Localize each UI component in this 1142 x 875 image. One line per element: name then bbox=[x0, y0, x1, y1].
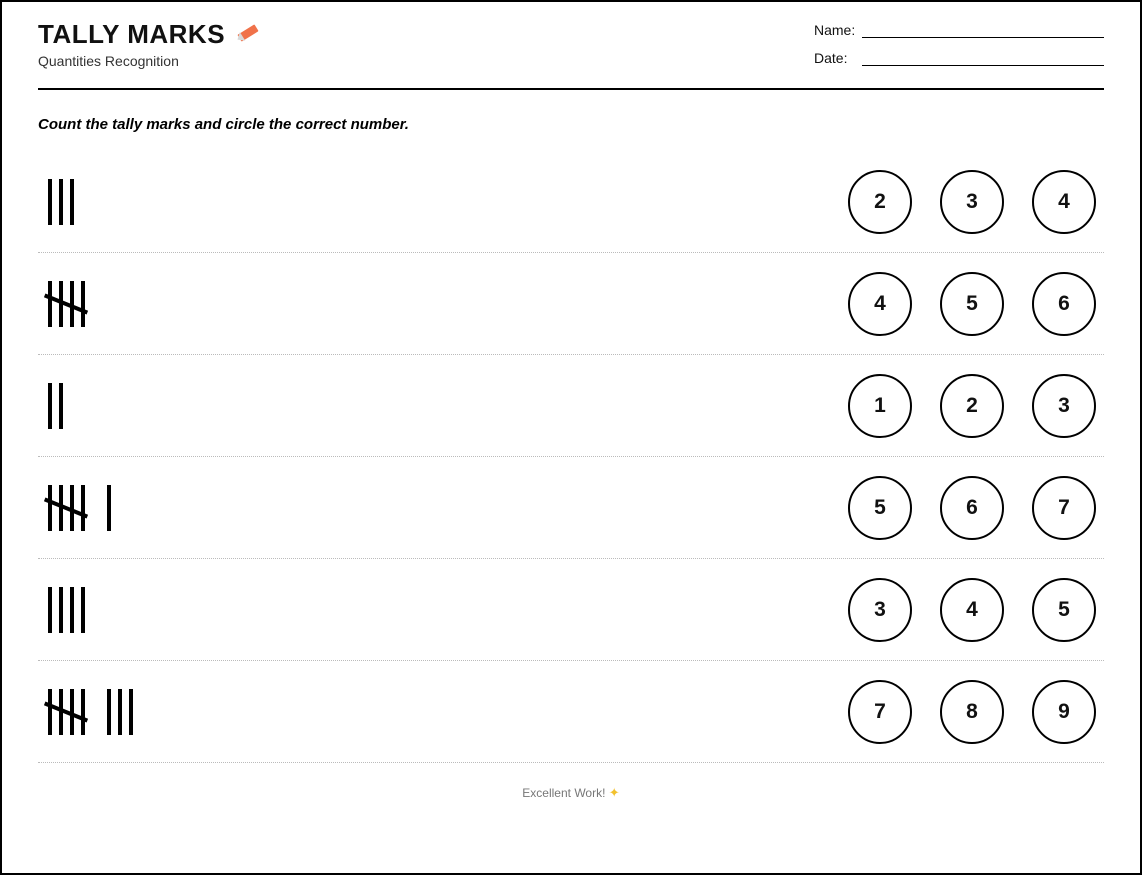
tally-stick bbox=[48, 485, 52, 531]
tally-marks bbox=[38, 253, 85, 354]
tally-stick bbox=[81, 485, 85, 531]
tally-stick bbox=[107, 485, 111, 531]
question-list bbox=[38, 151, 1104, 763]
tally-stick bbox=[48, 281, 52, 327]
tally-marks bbox=[38, 457, 111, 558]
question-row bbox=[38, 457, 1104, 559]
answer-option[interactable]: 4 bbox=[940, 578, 1004, 642]
tally-marks bbox=[38, 355, 63, 456]
tally-stick bbox=[59, 383, 63, 429]
answer-options bbox=[848, 272, 1104, 336]
answer-option[interactable]: 5 bbox=[1032, 578, 1096, 642]
tally-stick bbox=[59, 179, 63, 225]
answer-option[interactable]: 6 bbox=[1032, 272, 1096, 336]
answer-options bbox=[848, 170, 1104, 234]
title-row bbox=[38, 20, 261, 49]
answer-option[interactable]: 3 bbox=[940, 170, 1004, 234]
tally-group bbox=[48, 179, 74, 225]
answer-options bbox=[848, 374, 1104, 438]
question-row bbox=[38, 559, 1104, 661]
answer-option[interactable]: 5 bbox=[940, 272, 1004, 336]
tally-stick bbox=[81, 587, 85, 633]
tally-group bbox=[48, 281, 85, 327]
answer-options bbox=[848, 476, 1104, 540]
question-row bbox=[38, 661, 1104, 763]
answer-option[interactable]: 2 bbox=[940, 374, 1004, 438]
instruction-text: Count the tally marks and circle the correct number. bbox=[38, 116, 409, 133]
page-subtitle: Quantities Recognition bbox=[38, 52, 179, 69]
answer-option[interactable]: 6 bbox=[940, 476, 1004, 540]
tally-group bbox=[48, 587, 85, 633]
tally-stick bbox=[48, 179, 52, 225]
tally-stick bbox=[107, 689, 111, 735]
question-row bbox=[38, 253, 1104, 355]
answer-option[interactable]: 3 bbox=[848, 578, 912, 642]
pencil-icon bbox=[235, 26, 261, 42]
tally-marks bbox=[38, 559, 85, 660]
answer-option[interactable]: 7 bbox=[848, 680, 912, 744]
name-label: Name: bbox=[814, 22, 856, 38]
answer-option[interactable]: 9 bbox=[1032, 680, 1096, 744]
tally-marks bbox=[38, 151, 74, 252]
tally-group bbox=[48, 485, 85, 531]
answer-option[interactable]: 7 bbox=[1032, 476, 1096, 540]
tally-stick bbox=[48, 587, 52, 633]
name-field-row bbox=[814, 22, 1104, 38]
tally-stick bbox=[48, 689, 52, 735]
tally-stick bbox=[70, 179, 74, 225]
footer-text: Excellent Work! bbox=[522, 786, 606, 800]
answer-option[interactable]: 4 bbox=[848, 272, 912, 336]
date-field-row bbox=[814, 50, 1104, 66]
title-block bbox=[38, 20, 261, 69]
tally-group bbox=[107, 485, 111, 531]
tally-group bbox=[48, 383, 63, 429]
date-input-line[interactable] bbox=[862, 51, 1104, 66]
worksheet-header bbox=[38, 20, 1104, 90]
answer-options bbox=[848, 680, 1104, 744]
footer bbox=[2, 785, 1140, 801]
answer-options bbox=[848, 578, 1104, 642]
answer-option[interactable]: 3 bbox=[1032, 374, 1096, 438]
page-title: TALLY MARKS bbox=[38, 19, 226, 49]
question-row bbox=[38, 151, 1104, 253]
tally-stick bbox=[81, 689, 85, 735]
date-label: Date: bbox=[814, 50, 848, 66]
tally-stick bbox=[59, 587, 63, 633]
name-input-line[interactable] bbox=[862, 23, 1104, 38]
tally-stick bbox=[118, 689, 122, 735]
tally-group bbox=[48, 689, 85, 735]
student-fields bbox=[814, 22, 1104, 78]
tally-group bbox=[107, 689, 133, 735]
tally-stick bbox=[129, 689, 133, 735]
tally-stick bbox=[70, 587, 74, 633]
answer-option[interactable]: 5 bbox=[848, 476, 912, 540]
answer-option[interactable]: 1 bbox=[848, 374, 912, 438]
tally-marks bbox=[38, 661, 133, 762]
star-icon: ✦ bbox=[608, 785, 620, 800]
answer-option[interactable]: 4 bbox=[1032, 170, 1096, 234]
tally-stick bbox=[81, 281, 85, 327]
tally-stick bbox=[48, 383, 52, 429]
answer-option[interactable]: 2 bbox=[848, 170, 912, 234]
answer-option[interactable]: 8 bbox=[940, 680, 1004, 744]
question-row bbox=[38, 355, 1104, 457]
